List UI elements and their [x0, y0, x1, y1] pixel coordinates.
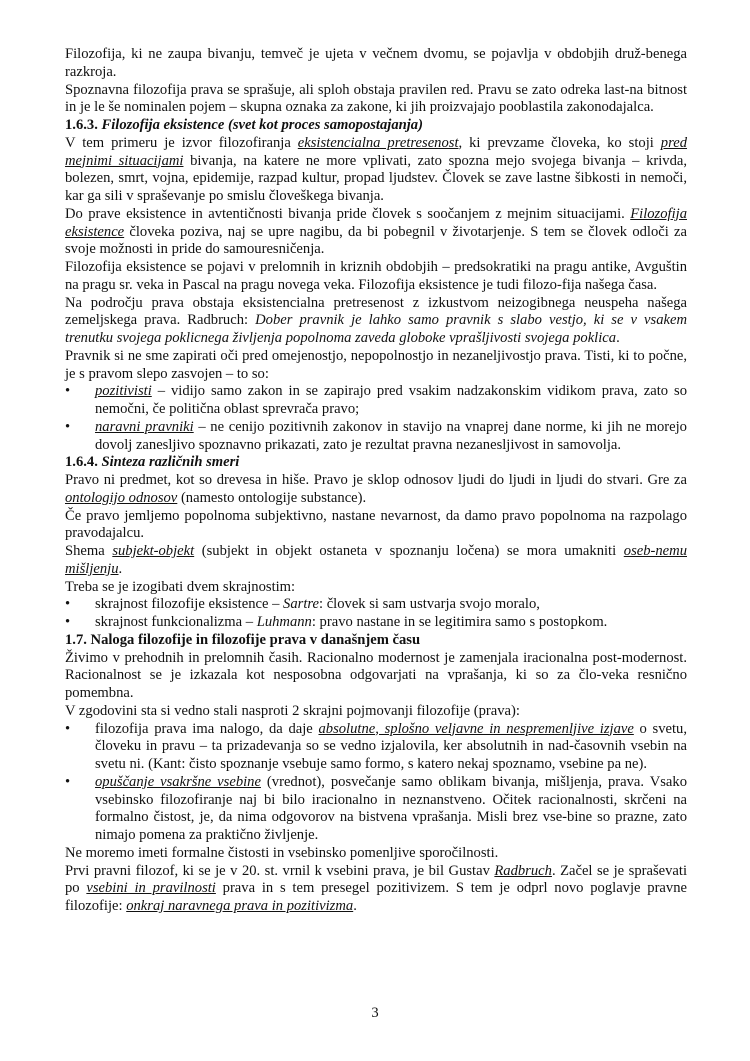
paragraph: Živimo v prehodnih in prelomnih časih. Racionalno modernost je zamenjala iracionalna post-modernost. Racionalnost se je izkazala kot nesposobna odgovarjati na vprašanja, ki so za člo-veka resnično pomembna.: [65, 649, 687, 701]
list-item: • naravni pravniki – ne cenijo pozitivnih zakonov in stavijo na vnaprej dane norme, ki jih ne morejo dovolj zanesljivo spoznavno prikazati, zato je rezultat pravna nezanesljivost in samovolja.: [65, 419, 687, 455]
section-heading-1-6-3: 1.6.3. Filozofija eksistence (svet kot proces samopostajanja): [65, 117, 423, 133]
paragraph: V tem primeru je izvor filozofiranja eksistencialna pretresenost, ki prevzame človeka, ko stoji pred mejnimi situacijami bivanja, na katere ne more vplivati, zato spozna mejo svojega bivanja – krivda, bolezen, smrt, vojna, epidemije, razpad kultur, propad ljudstev. Človek se zave lastne šibkosti in nemoči, kar ga sili v spraševanje po smislu človeškega bivanja.: [65, 134, 688, 204]
list-item: • skrajnost filozofije eksistence – Sartre: človek si sam ustvarja svojo moralo,: [65, 596, 687, 614]
section-heading-1-7: 1.7. Naloga filozofije in filozofije prava v današnjem času: [65, 631, 421, 648]
paragraph: V zgodovini sta si vedno stali nasproti 2 skrajni pojmovanji filozofije (prava):: [65, 702, 520, 719]
paragraph: Pravo ni predmet, kot so drevesa in hiše. Pravo je sklop odnosov ljudi do ljudi in ljudi do stvari. Gre za ontologijo odnosov (namesto ontologije substance).: [65, 472, 687, 506]
paragraph: Shema subjekt-objekt (subjekt in objekt ostaneta v spoznanju ločena) se mora umakniti oseb-nemu mišljenju.: [65, 543, 687, 577]
list-item: • filozofija prava ima nalogo, da daje absolutne, splošno veljavne in nespremenljive izjave o svetu, človeku in pravu – ta prizadevanja so se vedno izjalovila, ker absolutnih in nad-časovnih vsebin na svetu ni. (Kant: čisto spoznanje vsebuje samo formo, s katero nekaj spoznamo, vsebine pa ne).: [65, 721, 687, 774]
paragraph: Do prave eksistence in avtentičnosti bivanja pride človek s soočanjem z mejnim situacijami. Filozofija eksistence človeka poziva, naj se upre nagibu, da bi pobegnil v životarjenje. S tem se človek odloči za svoje možnosti in pride do samouresničenja.: [65, 205, 687, 258]
list-item: • skrajnost funkcionalizma – Luhmann: pravo nastane in se legitimira samo s postopkom.: [65, 614, 687, 632]
bullet-list: [65, 721, 687, 845]
list-item: • opuščanje vsakršne vsebine (vrednot), posvečanje samo oblikam bivanja, mišljenja, prava. Vsako vsebinsko filozofiranje naj bi bilo iracionalno in neznanstveno. Očitek racionalnosti, skrčeni na formalno čistost, je, da nima odgovorov na bistvena vprašanja. Misli brez vse-bine so prazne, zato nimajo pomena za praktično življenje.: [65, 774, 687, 845]
emphasis: Filozofija eksistence: [65, 205, 687, 240]
paragraph: Ne moremo imeti formalne čistosti in vsebinsko pomenljive sporočilnosti.: [65, 844, 499, 861]
paragraph: Prvi pravni filozof, ki se je v 20. st. vrnil k vsebini prava, je bil Gustav Radbruch. Začel se je spraševati po vsebini in pravilnosti prava in s tem presegel pozitivizem. S tem je odprl novo poglavje pravne filozofije: onkraj naravnega prava in pozitivizma.: [65, 862, 688, 914]
paragraph: Filozofija, ki ne zaupa bivanju, temveč je ujeta v večnem dvomu, se pojavlja v obdobjih druž-benega razkroja.: [65, 46, 687, 80]
paragraph: Pravnik si ne sme zapirati oči pred omejenostjo, nepopolnostjo in nezaneljivostjo prava. Tisti, ki to počne, je s pravom slepo zasvojen – to so:: [65, 347, 687, 382]
page-number: 3: [371, 1005, 379, 1021]
bullet-list: [65, 383, 687, 454]
document-page: [65, 46, 687, 916]
paragraph: Če pravo jemljemo popolnoma subjektivno, nastane nevarnost, da damo pravo popolnoma na razpolago pravodajalcu.: [65, 507, 687, 542]
section-heading-1-6-4: 1.6.4. Sinteza različnih smeri: [65, 454, 240, 471]
emphasis: pred mejnimi situacijami: [65, 134, 688, 169]
quote: Dober pravnik je lahko samo pravnik s slabo vestjo, ki se v vsakem trenutku svojega poklicnega življenja popolnoma zaveda globoke vprašljivosti svojega poklica: [65, 312, 687, 346]
list-item: • pozitivisti – vidijo samo zakon in se zapirajo pred vsakim nadzakonskim vidikom prava, zato so nemočni, če politična oblast sprevrača pravo;: [65, 383, 687, 419]
paragraph: Spoznavna filozofija prava se sprašuje, ali sploh obstaja pravilen red. Pravu se zato odreka last-na bitnost in je le še nominalen pojem – skupna oznaka za zakone, ki jih proizvajajo pooblastila zakonodajalca.: [65, 81, 687, 116]
paragraph: Treba se je izogibati dvem skrajnostim:: [65, 578, 296, 595]
emphasis: eksistencialna pretresenost: [297, 134, 459, 151]
paragraph: Filozofija eksistence se pojavi v prelomnih in kriznih obdobjih – predsokratiki na pragu antike, Avguštin na pragu sr. veka in Pascal na pragu novega veka. Filozofija eksistence je tudi filozo-fija našega časa.: [65, 259, 687, 293]
paragraph: Na področju prava obstaja eksistencialna pretresenost z izkustvom neizogibnega neuspeha našega zemeljskega prava. Radbruch: Dober pravnik je lahko samo pravnik s slabo vestjo, ki se v vsakem trenutku svojega poklicnega življenja popolnoma zaveda globoke vprašljivosti svojega poklica.: [65, 294, 687, 346]
bullet-list: [65, 596, 687, 632]
